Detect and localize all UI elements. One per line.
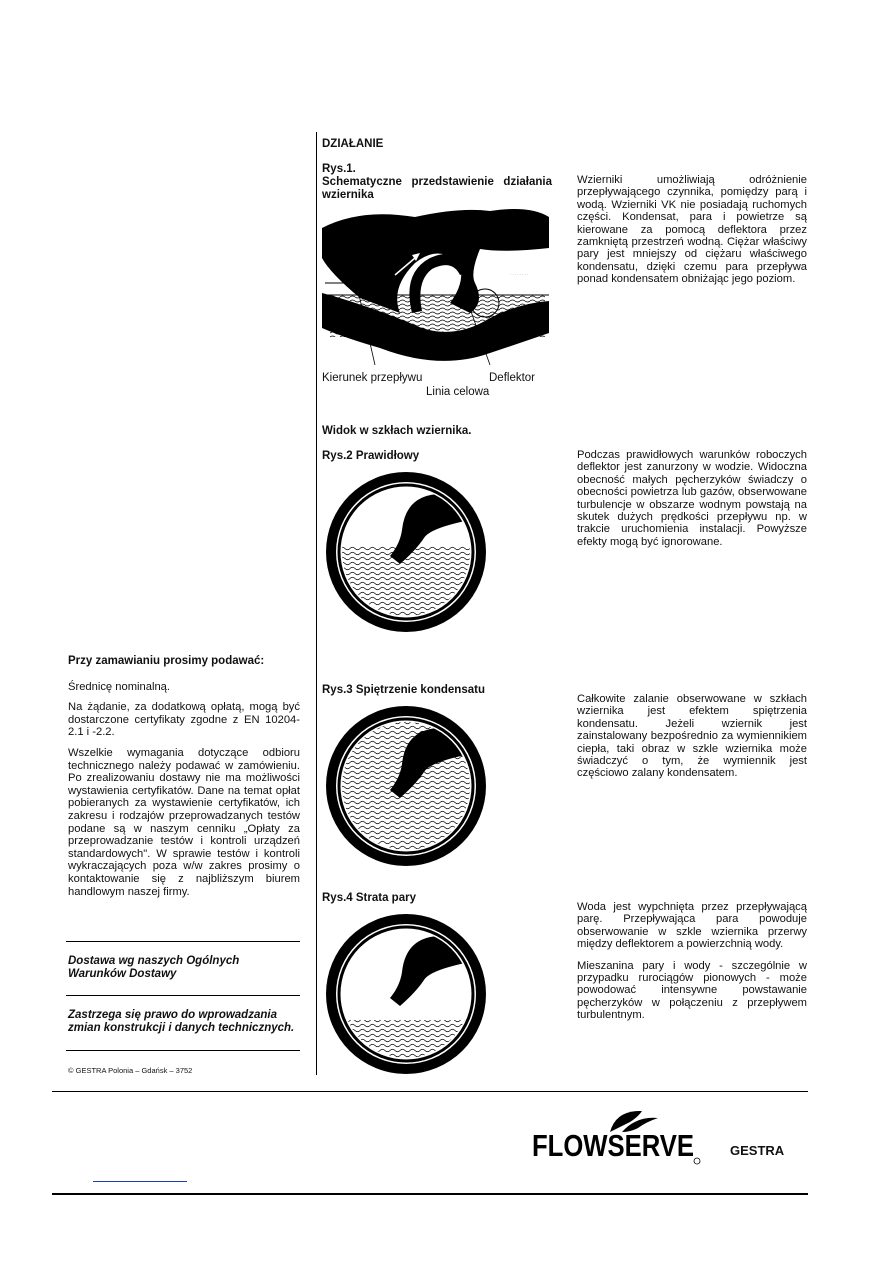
fig4-sightglass	[320, 908, 492, 1078]
fig1-description	[577, 174, 807, 295]
order-info-p1: Średnicę nominalną.	[68, 680, 170, 693]
footer-rule-bottom	[52, 1193, 808, 1195]
fig4-text-2: Mieszanina pary i wody - szczególnie w przypadku rurociągów pionowych - może powodować intensywne powstawanie pęcherzyków w połączeniu z przepływem turbulentnym.	[577, 959, 807, 1022]
fig2-text: Podczas prawidłowych warunków roboczych deflektor jest zanurzony w wodzie. Widoczna obecność małych pęcherzyków świadczy o obecności powietrza lub gazów, obserwowane turbulencje w obszarze wodnym powstają na skutek dużych prędkości przepływu np. w trakcie uruchomienia instalacji. Powyższe efekty mogą być ignorowane.	[577, 449, 807, 548]
order-info-p2: Na żądanie, za dodatkową opłatą, mogą być dostarczone certyfikaty zgodne z EN 10204-2.1 i -2.2.	[68, 701, 300, 739]
fig3-text: Całkowite zalanie obserwowane w szkłach wziernika jest efektem spiętrzenia kondensatu. Jeżeli wziernik jest zainstalowany bezpośrednio za wymiennikiem ciepła, taki obraz w szkle wziernika może świadczyć o tym, że wymiennik jest częściowo zalany kondensatem.	[577, 693, 807, 780]
fig1-flow-label: Kierunek przepływu	[322, 372, 423, 384]
flowserve-logo	[530, 1108, 710, 1182]
order-info-title: Przy zamawianiu prosimy podawać:	[68, 655, 265, 667]
delivery-terms: Dostawa wg naszych Ogólnych Warunków Dostawy	[68, 955, 240, 980]
fig2-sightglass	[320, 466, 492, 638]
footer-rule-top	[52, 1091, 808, 1092]
fig3-description	[577, 693, 807, 789]
brand-wordmark: FLOWSERVE	[532, 1128, 694, 1163]
fig1-deflector-label: Deflektor	[489, 372, 536, 384]
order-info-p3: Wszelkie wymagania dotyczące odbioru technicznego należy podawać w zamówieniu. Po zrealizowaniu dostawy nie ma możliwości wystawienia certyfikatów. Dane na temat opłat pobieranych za wystawienie certyfikatów, ich zakresu i rodzajów przeprowadzanych testów podane są w naszym cenniku „Opłaty za przeprowadzanie testów i kontroli urządzeń standardowych". W sprawie testów i kontroli wykraczających poza w/w zakres prosimy o kontaktowanie się z najbliższym biurem handlowym naszej firmy.	[68, 746, 300, 898]
gestra-logo: GESTRA	[730, 1143, 785, 1158]
fig4-label: Rys.4 Strata pary	[322, 892, 416, 904]
fig1-text: Wzierniki umożliwiają odróżnienie przepływającego czynnika, pomiędzy parą i wodą. Wzierniki VK nie posiadają ruchomych części. Kondensat, para i powietrze są kierowane za pomocą deflektora przez zamkniętą przestrzeń wodną. Ciężar właściwy pary jest mniejszy od ciężaru właściwego kondensatu, dzięki czemu para przepływa ponad kondensatem obniżając jego poziom.	[577, 174, 807, 286]
link-underline	[93, 1181, 187, 1182]
fig3-label: Rys.3 Spiętrzenie kondensatu	[322, 684, 485, 696]
fig2-description	[577, 449, 807, 557]
order-info	[68, 655, 300, 906]
divider-3	[66, 1050, 300, 1051]
reservation-note: Zastrzega się prawo do wprowadzania zmian konstrukcji i danych technicznych.	[68, 1009, 295, 1034]
column-divider	[316, 132, 317, 1075]
fig4-description	[577, 901, 807, 1031]
fig1-line-label: Linia celowa	[426, 386, 490, 398]
divider-1	[66, 941, 300, 942]
fig1-caption: Schematyczne przedstawienie działania wziernika	[322, 176, 552, 201]
fig3-sightglass	[320, 700, 492, 872]
copyright: © GESTRA Polonia – Gdańsk – 3752	[68, 1066, 193, 1075]
view-heading: Widok w szkłach wziernika.	[322, 425, 472, 437]
divider-2	[66, 995, 300, 996]
fig1-label: Rys.1.	[322, 163, 356, 175]
section-title: DZIAŁANIE	[322, 138, 384, 150]
fig2-label: Rys.2 Prawidłowy	[322, 450, 420, 462]
fig4-text-1: Woda jest wypchnięta przez przepływającą parę. Przepływająca para powoduje obserwowanie w szkle wziernika przerwy między deflektorem a powierzchnią wody.	[577, 901, 807, 951]
svg-text:· · · · · · · ·: · · · · · · · ·	[510, 272, 529, 277]
